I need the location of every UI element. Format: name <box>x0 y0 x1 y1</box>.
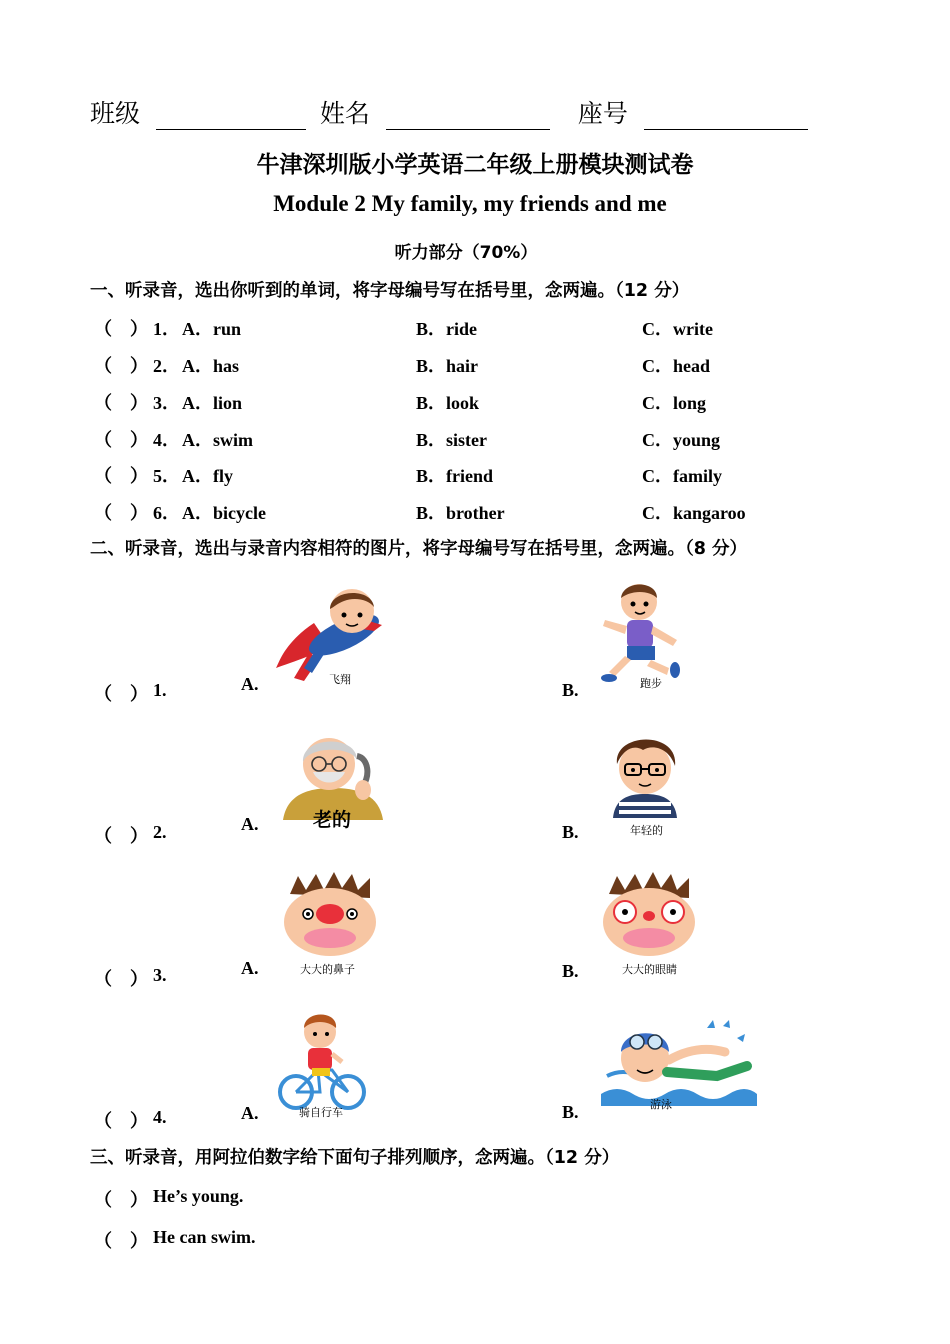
s2-num-1: 1. <box>153 680 167 700</box>
s1-option-b-3: B．look <box>416 393 480 413</box>
class-blank[interactable] <box>156 107 306 130</box>
s2-paren-4[interactable]: （ ） <box>94 1111 148 1131</box>
s3-sentence-2: He can swim. <box>153 1227 256 1247</box>
s2-caption-a-1: 飞翔 <box>329 673 351 686</box>
seat-blank[interactable] <box>644 107 808 130</box>
boy-riding-bicycle-icon[interactable] <box>276 1010 368 1114</box>
s1-option-a-6: A．bicycle <box>182 503 266 523</box>
title-english: Module 2 My family, my friends and me <box>273 191 667 216</box>
name-blank[interactable] <box>386 107 550 130</box>
s1-paren-3[interactable]: （ ） <box>94 393 148 413</box>
s1-option-b-5: B．friend <box>416 466 494 486</box>
s1-option-a-1: A．run <box>182 319 242 339</box>
s1-paren-2[interactable]: （ ） <box>94 356 148 376</box>
boy-running-icon[interactable] <box>597 580 693 688</box>
boy-swimming-icon[interactable] <box>597 1014 761 1112</box>
s3-paren-1[interactable]: （ ） <box>94 1190 148 1210</box>
s2-paren-1[interactable]: （ ） <box>94 684 148 704</box>
s2-label-b-4: B. <box>562 1102 579 1122</box>
s2-paren-2[interactable]: （ ） <box>94 826 148 846</box>
listening-part-label: 听力部分（70%） <box>394 243 538 263</box>
s2-label-b-2: B. <box>562 822 579 842</box>
section2-instruction: 二、听录音，选出与录音内容相符的图片，将字母编号写在括号里，念两遍。（8 分） <box>90 539 748 559</box>
s1-option-b-4: B．sister <box>416 430 487 450</box>
s1-num-1: 1． <box>153 319 180 339</box>
s1-option-b-1: B．ride <box>416 319 477 339</box>
s1-option-b-6: B．brother <box>416 503 505 523</box>
s3-sentence-1: He’s young. <box>153 1186 244 1206</box>
section3-instruction: 三、听录音，用阿拉伯数字给下面句子排列顺序，念两遍。（12 分） <box>90 1148 620 1168</box>
s1-option-b-2: B．hair <box>416 356 479 376</box>
young-man-glasses-icon[interactable] <box>603 726 687 818</box>
s2-num-2: 2. <box>153 822 167 842</box>
seat-label: 座号 <box>577 99 628 128</box>
s1-option-c-4: C．young <box>642 430 721 450</box>
s2-caption-a-4: 骑自行车 <box>299 1106 343 1119</box>
s1-option-a-3: A．lion <box>182 393 243 413</box>
s1-paren-4[interactable]: （ ） <box>94 430 148 450</box>
s2-label-b-3: B. <box>562 961 579 981</box>
class-label: 班级 <box>90 99 141 128</box>
s2-caption-a-2: 老的 <box>313 809 352 831</box>
s2-caption-a-3: 大大的鼻子 <box>300 963 355 976</box>
s2-label-a-4: A. <box>241 1103 259 1123</box>
section1-instruction: 一、听录音，选出你听到的单词，将字母编号写在括号里，念两遍。（12 分） <box>90 281 690 301</box>
s2-caption-b-4: 游泳 <box>650 1098 672 1111</box>
s3-paren-2[interactable]: （ ） <box>94 1231 148 1251</box>
s1-num-4: 4． <box>153 430 180 450</box>
s1-option-c-5: C．family <box>642 466 722 486</box>
s2-num-4: 4. <box>153 1107 167 1127</box>
s1-num-5: 5． <box>153 466 180 486</box>
s1-num-2: 2． <box>153 356 180 376</box>
big-nose-face-icon[interactable] <box>280 872 380 958</box>
s2-paren-3[interactable]: （ ） <box>94 969 148 989</box>
s1-option-c-6: C．kangaroo <box>642 503 746 523</box>
s2-caption-b-3: 大大的眼睛 <box>622 963 677 976</box>
name-label: 姓名 <box>319 99 370 128</box>
header-row <box>90 94 808 130</box>
s1-num-3: 3． <box>153 393 180 413</box>
s1-num-6: 6． <box>153 503 180 523</box>
s1-option-c-2: C．head <box>642 356 711 376</box>
s1-option-a-2: A．has <box>182 356 240 376</box>
big-eyes-face-icon[interactable] <box>599 872 699 958</box>
s1-option-a-4: A．swim <box>182 430 253 450</box>
s1-paren-6[interactable]: （ ） <box>94 503 148 523</box>
title-chinese: 牛津深圳版小学英语二年级上册模块测试卷 <box>256 152 694 178</box>
s1-paren-1[interactable]: （ ） <box>94 319 148 339</box>
s1-option-c-3: C．long <box>642 393 707 413</box>
s2-label-b-1: B. <box>562 680 579 700</box>
s1-option-a-5: A．fly <box>182 466 233 486</box>
s2-label-a-3: A. <box>241 958 259 978</box>
s2-caption-b-2: 年轻的 <box>630 824 663 837</box>
s2-label-a-2: A. <box>241 814 259 834</box>
s1-paren-5[interactable]: （ ） <box>94 466 148 486</box>
s1-option-c-1: C．write <box>642 319 713 339</box>
s2-num-3: 3. <box>153 965 167 985</box>
s2-label-a-1: A. <box>241 674 259 694</box>
s2-caption-b-1: 跑步 <box>640 677 662 690</box>
